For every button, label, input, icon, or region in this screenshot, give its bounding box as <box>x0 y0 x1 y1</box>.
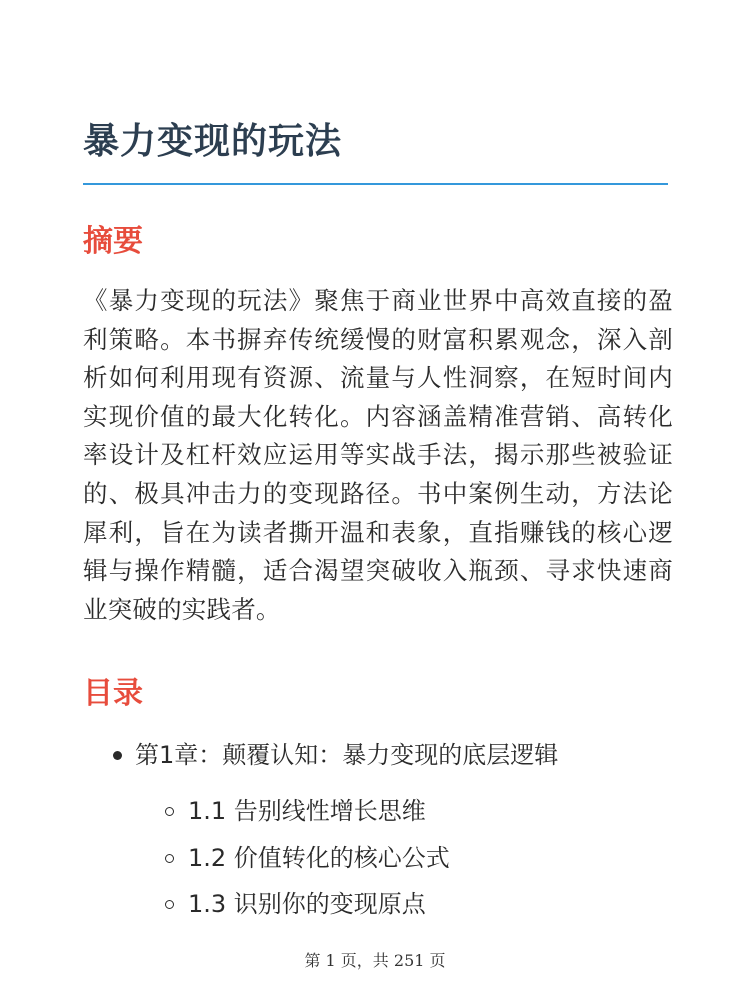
bullet-circle-icon <box>165 900 174 909</box>
toc-section-label: 1.3 识别你的变现原点 <box>188 890 426 918</box>
abstract-paragraph: 《暴力变现的玩法》聚焦于商业世界中高效直接的盈利策略。本书摒弃传统缓慢的财富积累观念，深入剖析如何利用现有资源、流量与人性洞察，在短时间内实现价值的最大化转化。内容涵盖精准营销、高转化率设计及杠杆效应运用等实战手法，揭示那些被验证的、极具冲击力的变现路径。书中案例生动，方法论犀利，旨在为读者撕开温和表象，直指赚钱的核心逻辑与操作精髓，适合渴望突破收入瓶颈、寻求快速商业突破的实践者。 <box>83 286 673 624</box>
bullet-circle-icon <box>165 854 174 863</box>
page-footer: 第 1 页，共 251 页 <box>304 951 446 970</box>
title-divider <box>83 183 668 185</box>
toc-chapter-label: 第1章：颠覆认知：暴力变现的底层逻辑 <box>135 741 559 769</box>
bullet-dot-icon <box>113 751 122 760</box>
toc-section-label: 1.1 告别线性增长思维 <box>188 797 426 825</box>
abstract-heading: 摘要 <box>83 224 143 259</box>
toc-heading: 目录 <box>83 676 143 711</box>
bullet-circle-icon <box>165 807 174 816</box>
toc-section-label: 1.2 价值转化的核心公式 <box>188 844 450 872</box>
document-title: 暴力变现的玩法 <box>83 121 343 162</box>
